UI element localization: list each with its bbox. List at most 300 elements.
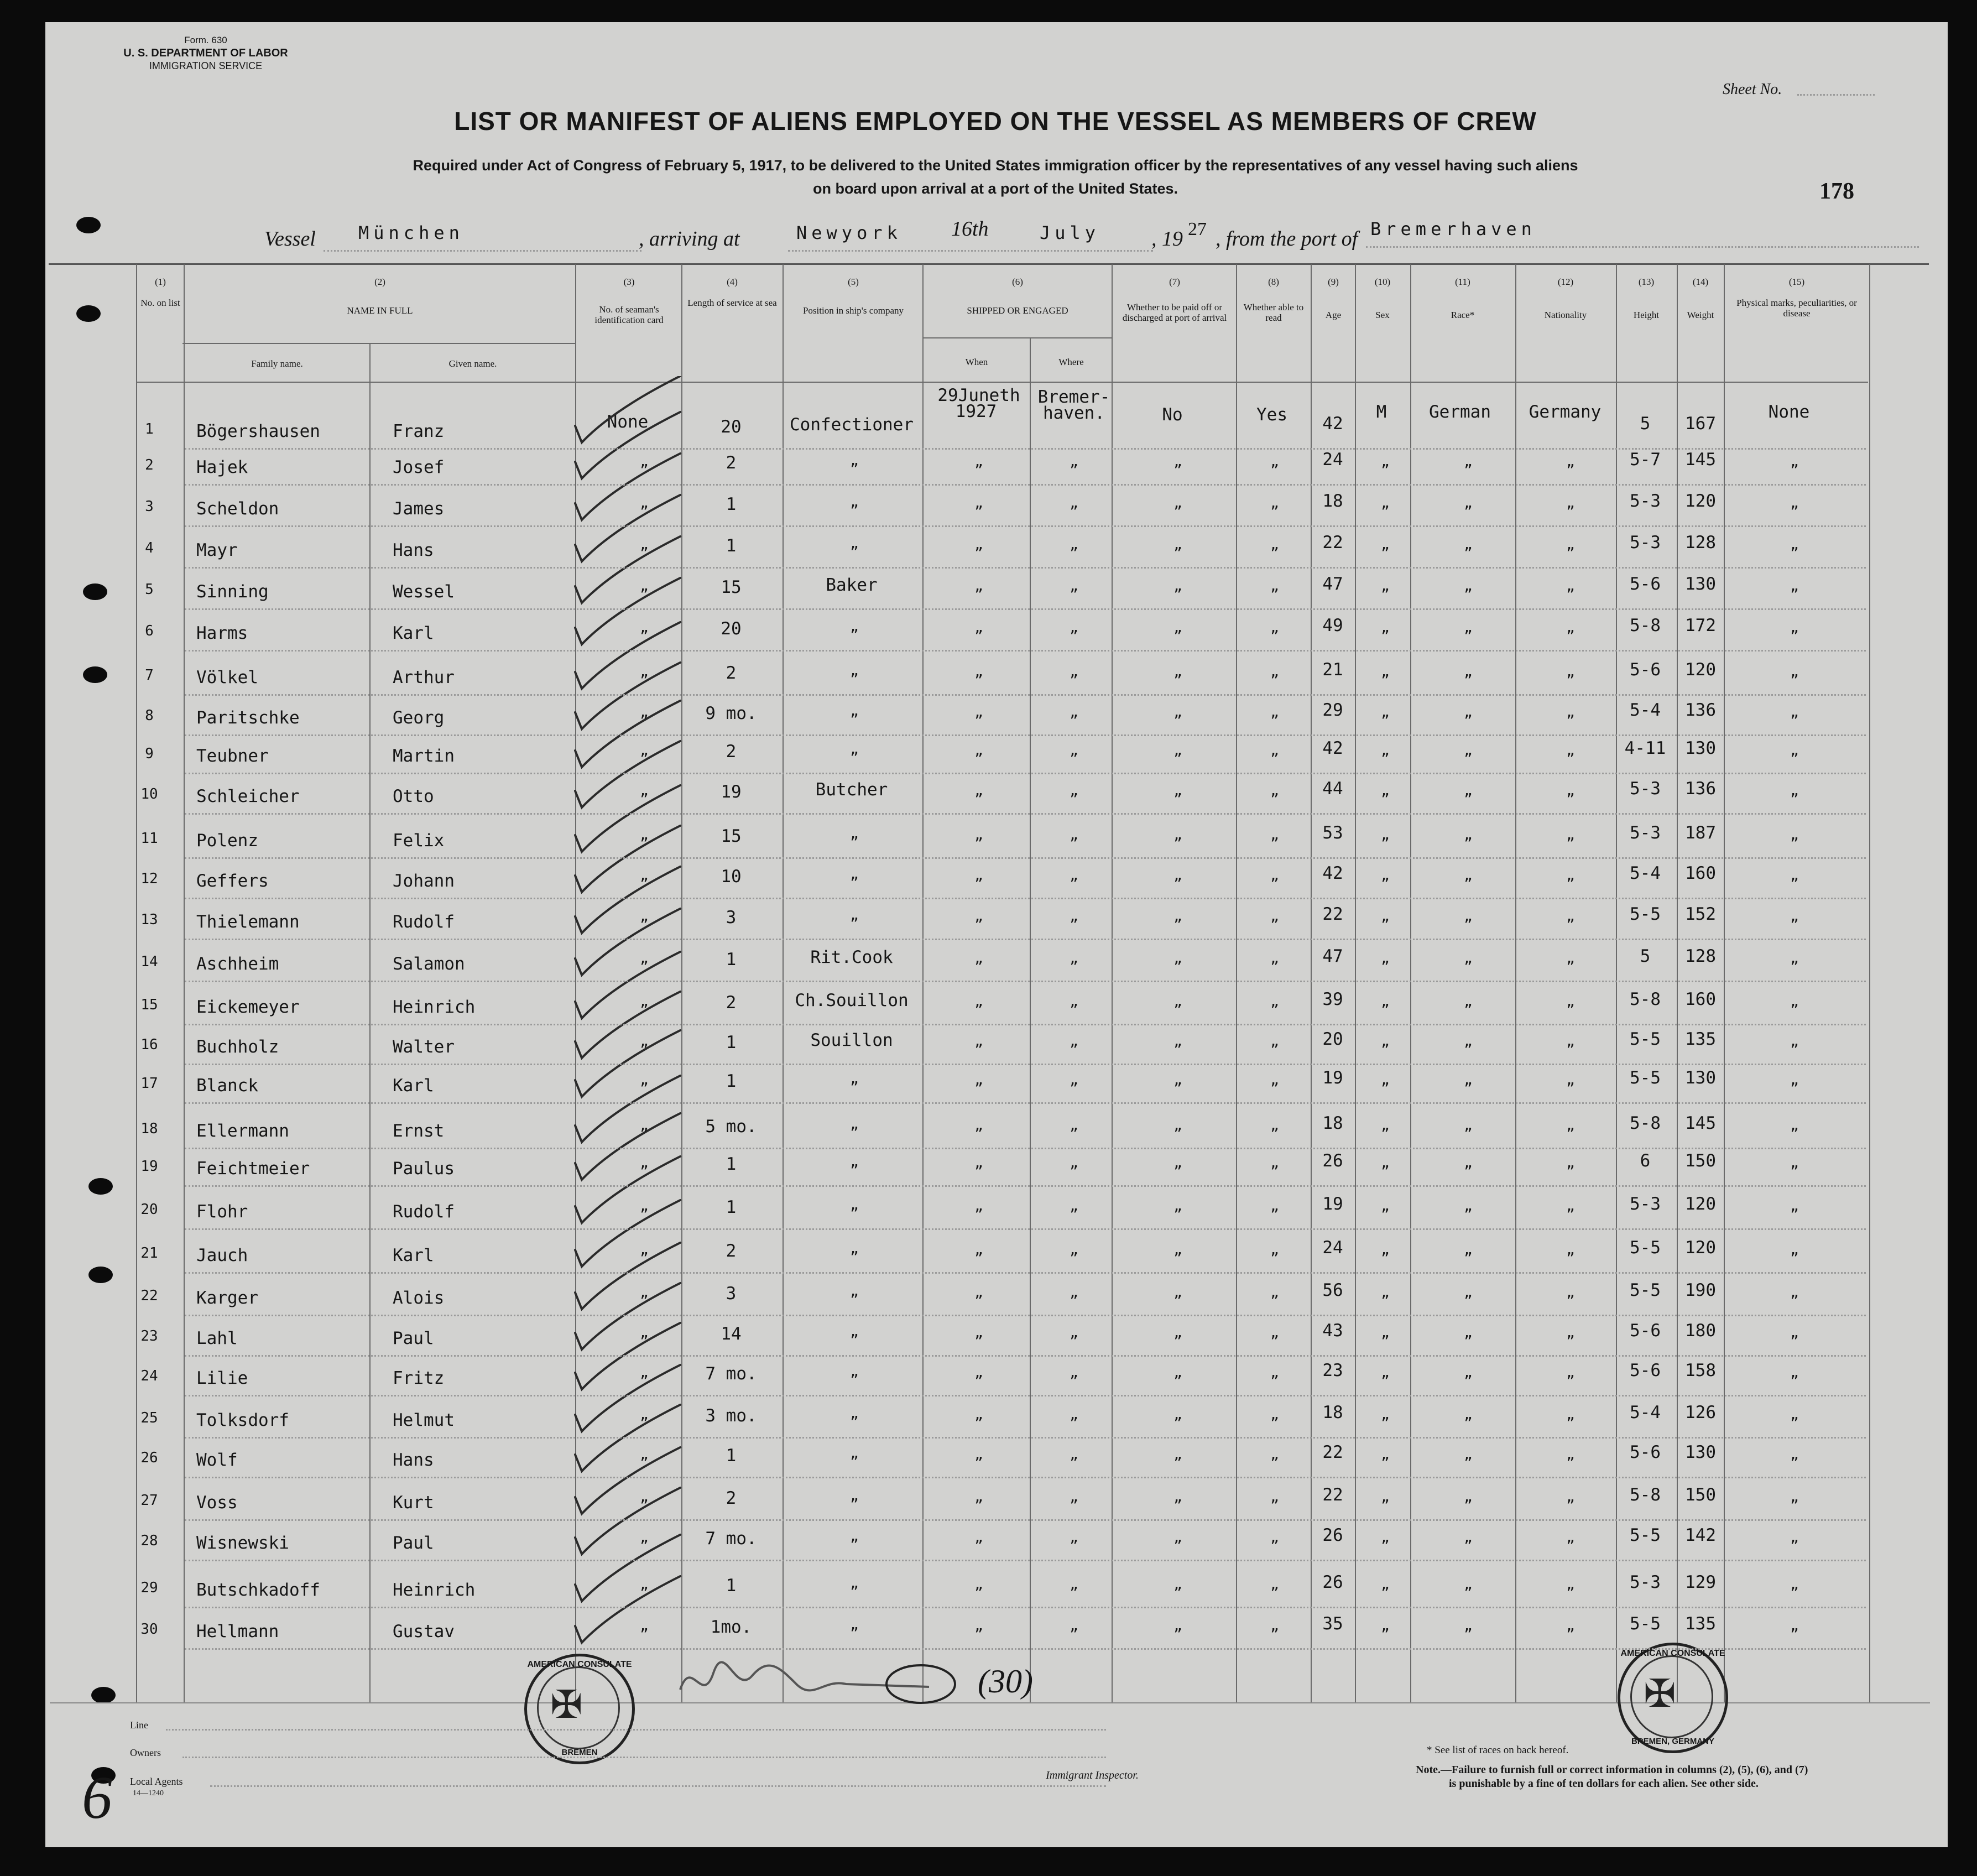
paid-off-ditto: „ [1173, 1446, 1182, 1463]
check-mark [575, 1200, 680, 1267]
race-ditto: „ [1464, 1576, 1473, 1593]
paid-off-ditto: „ [1173, 742, 1182, 759]
sex-ditto: „ [1381, 1576, 1390, 1593]
weight-value: 135 [1685, 1029, 1716, 1049]
age-value: 26 [1322, 1151, 1343, 1171]
age-value: 26 [1322, 1525, 1343, 1545]
col-number: (9) [1328, 277, 1339, 287]
card-ditto: „ [640, 867, 649, 884]
family-name: Lahl [196, 1328, 238, 1348]
col-divider [1410, 264, 1411, 1702]
from-port-label: , from the port of [1216, 227, 1358, 251]
age-value: 29 [1322, 700, 1343, 720]
read-ditto: „ [1270, 783, 1279, 799]
given-name: Hans [393, 1450, 434, 1470]
where-ditto: „ [1070, 742, 1078, 759]
race-ditto: „ [1464, 619, 1473, 636]
row-number: 29 [140, 1580, 158, 1596]
given-name: Salamon [393, 954, 465, 974]
row-rule [185, 448, 1866, 450]
position-value: Souillon [810, 1030, 893, 1050]
check-mark [575, 952, 680, 1018]
read-ditto: „ [1270, 1618, 1279, 1634]
check-mark [575, 1447, 680, 1514]
family-name: Tolksdorf [196, 1410, 289, 1430]
weight-value: 135 [1685, 1614, 1716, 1634]
family-name: Aschheim [196, 954, 279, 974]
check-mark [575, 376, 680, 442]
weight-value: 158 [1685, 1361, 1716, 1380]
marks-ditto: „ [1790, 664, 1799, 680]
name-subheader-line [182, 343, 575, 344]
col-number: (13) [1638, 277, 1655, 287]
sex-ditto: „ [1381, 783, 1390, 799]
form-number: Form. 630 [184, 35, 227, 45]
given-name: Franz [393, 421, 445, 441]
position-ditto: „ [850, 1405, 859, 1422]
card-ditto: „ [640, 1489, 649, 1505]
sheet-no-label: Sheet No. [1723, 81, 1782, 98]
when-ditto: „ [974, 993, 983, 1010]
race-ditto: „ [1464, 1033, 1473, 1050]
weight-value: 180 [1685, 1321, 1716, 1341]
col-number: (2) [374, 277, 385, 287]
read-ditto: „ [1270, 1117, 1279, 1134]
position-ditto: „ [850, 1575, 859, 1592]
col-divider [1355, 264, 1356, 1702]
service-length: 19 [721, 782, 742, 802]
read-ditto: „ [1270, 908, 1279, 925]
where-ditto: „ [1070, 578, 1078, 595]
marks-ditto: „ [1790, 1117, 1799, 1134]
where-ditto: „ [1070, 664, 1078, 680]
given-name: Ernst [393, 1121, 445, 1141]
age-value: 39 [1322, 989, 1343, 1009]
family-name: Bögershausen [196, 421, 320, 441]
row-rule [185, 857, 1866, 859]
read-ditto: „ [1270, 867, 1279, 884]
nationality-ditto: „ [1566, 578, 1575, 595]
paid-off-ditto: „ [1173, 495, 1182, 512]
row-rule [185, 1519, 1866, 1521]
when-ditto: „ [974, 454, 983, 470]
service-length: 7 mo. [705, 1364, 757, 1384]
when-ditto: „ [974, 1576, 983, 1593]
height-value: 5-6 [1630, 1442, 1661, 1462]
position-value: Butcher [815, 780, 888, 800]
check-mark [575, 536, 680, 603]
given-name: Johann [393, 871, 455, 891]
row-number: 5 [145, 581, 154, 598]
shipped-when-line2: 1927 [955, 402, 997, 421]
paid-off-ditto: „ [1173, 950, 1182, 967]
paid-off-ditto: „ [1173, 783, 1182, 799]
sex-ditto: „ [1381, 1406, 1390, 1423]
family-name: Eickemeyer [196, 997, 300, 1017]
race-ditto: „ [1464, 495, 1473, 512]
height-value: 5-4 [1630, 1403, 1661, 1422]
family-name: Wisnewski [196, 1533, 289, 1553]
marks-ditto: „ [1790, 993, 1799, 1010]
position-ditto: „ [850, 907, 859, 924]
paid-off-ditto: „ [1173, 1242, 1182, 1258]
col-divider [1030, 337, 1031, 1702]
height-value: 5-7 [1630, 450, 1661, 470]
marks-ditto: „ [1790, 742, 1799, 759]
read-ditto: „ [1270, 950, 1279, 967]
sex-ditto: „ [1381, 1284, 1390, 1301]
owners-field [182, 1757, 1106, 1758]
position-value: Confectioner [790, 415, 914, 435]
when-ditto: „ [974, 495, 983, 512]
col-header-shipped: SHIPPED OR ENGAGED [967, 305, 1068, 316]
card-ditto: „ [640, 1155, 649, 1171]
position-ditto: „ [850, 1283, 859, 1300]
family-name: Hellmann [196, 1622, 279, 1642]
when-ditto: „ [974, 1117, 983, 1134]
nationality-ditto: „ [1566, 1284, 1575, 1301]
service-length: 2 [726, 1488, 737, 1508]
row-number: 6 [145, 623, 154, 639]
punch-hole [83, 583, 107, 600]
weight-value: 152 [1685, 904, 1716, 924]
read-ditto: „ [1270, 1155, 1279, 1171]
weight-value: 172 [1685, 616, 1716, 635]
given-name: Hans [393, 540, 434, 560]
nationality-ditto: „ [1566, 1446, 1575, 1463]
subtitle-line-1: Required under Act of Congress of February 5, 1917, to be delivered to the United States immigration officer by the representatives of any vessel having such aliens [413, 157, 1578, 174]
row-number: 26 [140, 1450, 158, 1466]
position-ditto: „ [850, 1445, 859, 1462]
sex-value: M [1376, 402, 1387, 422]
marks-ditto: „ [1790, 908, 1799, 925]
height-value: 5-8 [1630, 989, 1661, 1009]
punch-hole [88, 1178, 113, 1195]
col-number: (10) [1374, 277, 1391, 287]
eagle-icon: ✠ [1644, 1672, 1676, 1715]
paid-off-ditto: „ [1173, 1406, 1182, 1423]
paid-off-ditto: „ [1173, 619, 1182, 636]
agents-label: Local Agents [130, 1776, 183, 1787]
race-ditto: „ [1464, 578, 1473, 595]
race-ditto: „ [1464, 1489, 1473, 1505]
service-length: 5 mo. [705, 1117, 757, 1137]
check-mark [575, 454, 680, 520]
height-value: 4-11 [1624, 738, 1666, 758]
age-value: 42 [1322, 863, 1343, 883]
service-length: 1 [726, 1197, 737, 1217]
row-rule [185, 1228, 1866, 1230]
col-header-when: When [965, 357, 988, 367]
height-value: 5-5 [1630, 904, 1661, 924]
read-ditto: „ [1270, 536, 1279, 553]
service-length: 15 [721, 826, 742, 846]
family-name: Feichtmeier [196, 1159, 310, 1179]
family-name: Teubner [196, 746, 269, 766]
when-ditto: „ [974, 619, 983, 636]
family-name: Buchholz [196, 1037, 279, 1057]
col-number: (11) [1455, 277, 1470, 287]
when-ditto: „ [974, 536, 983, 553]
nationality-ditto: „ [1566, 704, 1575, 721]
col-divider [1515, 264, 1516, 1702]
sex-ditto: „ [1381, 454, 1390, 470]
family-name: Voss [196, 1493, 238, 1513]
row-number: 28 [140, 1533, 158, 1549]
height-value: 5-5 [1630, 1525, 1661, 1545]
paid-off-ditto: „ [1173, 1072, 1182, 1088]
age-value: 42 [1322, 414, 1343, 434]
marks-ditto: „ [1790, 1284, 1799, 1301]
check-mark [575, 619, 680, 689]
row-rule [185, 813, 1866, 815]
given-name: Karl [393, 1246, 434, 1265]
height-value: 5 [1640, 946, 1651, 966]
read-ditto: „ [1270, 1325, 1279, 1341]
marks-ditto: „ [1790, 783, 1799, 799]
weight-value: 128 [1685, 533, 1716, 553]
age-value: 18 [1322, 1113, 1343, 1133]
weight-value: 130 [1685, 1442, 1716, 1462]
row-rule [185, 1272, 1866, 1274]
where-ditto: „ [1070, 867, 1078, 884]
given-name: Fritz [393, 1368, 445, 1388]
when-ditto: „ [974, 867, 983, 884]
service-length: 3 [726, 908, 737, 927]
race-ditto: „ [1464, 1242, 1473, 1258]
punch-hole [83, 666, 107, 683]
given-name: Heinrich [393, 1580, 476, 1600]
read-ditto: „ [1270, 1489, 1279, 1505]
given-name: Karl [393, 1076, 434, 1096]
where-ditto: „ [1070, 1406, 1078, 1423]
marks-ditto: „ [1790, 950, 1799, 967]
race-ditto: „ [1464, 704, 1473, 721]
card-ditto: „ [640, 783, 649, 799]
marks-ditto: „ [1790, 1242, 1799, 1258]
marks-ditto: „ [1790, 578, 1799, 595]
shipped-where-line1: Bremer- [1037, 387, 1110, 407]
row-rule [185, 1648, 1866, 1650]
service-length: 10 [721, 867, 742, 887]
row-rule [185, 1560, 1866, 1561]
read-ditto: „ [1270, 454, 1279, 470]
weight-value: 120 [1685, 660, 1716, 680]
read-ditto: „ [1270, 1529, 1279, 1546]
marks-ditto: „ [1790, 867, 1799, 884]
departure-port: Bremerhaven [1370, 218, 1536, 239]
col-header-given: Given name. [448, 358, 497, 369]
nationality-ditto: „ [1566, 1325, 1575, 1341]
read-ditto: „ [1270, 1072, 1279, 1088]
where-ditto: „ [1070, 1155, 1078, 1171]
nationality-ditto: „ [1566, 908, 1575, 925]
arrival-day: 16th [951, 217, 989, 241]
weight-value: 136 [1685, 700, 1716, 720]
nationality-ditto: „ [1566, 1489, 1575, 1505]
position-ditto: „ [850, 1488, 859, 1504]
marks-ditto: „ [1790, 704, 1799, 721]
nationality-ditto: „ [1566, 950, 1575, 967]
card-ditto: „ [640, 704, 649, 721]
family-name: Polenz [196, 831, 258, 851]
position-ditto: „ [850, 1154, 859, 1170]
col-number: (5) [848, 277, 859, 287]
paid-off-ditto: „ [1173, 536, 1182, 553]
agents-field [210, 1785, 1106, 1787]
check-marks [570, 376, 702, 1703]
card-ditto: „ [640, 1284, 649, 1301]
row-number: 18 [140, 1121, 158, 1137]
given-name: Karl [393, 623, 434, 643]
race-ditto: „ [1464, 742, 1473, 759]
paid-off-ditto: „ [1173, 1529, 1182, 1546]
position-ditto: „ [850, 535, 859, 552]
sex-ditto: „ [1381, 742, 1390, 759]
paid-off-ditto: „ [1173, 1364, 1182, 1381]
where-ditto: „ [1070, 1576, 1078, 1593]
arriving-label: , arriving at [639, 227, 740, 251]
service-length: 20 [721, 619, 742, 639]
read-ditto: „ [1270, 827, 1279, 843]
row-number: 7 [145, 667, 154, 684]
row-number: 3 [145, 498, 154, 515]
position-ditto: „ [850, 741, 859, 758]
sex-ditto: „ [1381, 908, 1390, 925]
weight-value: 120 [1685, 1238, 1716, 1258]
check-mark [575, 1076, 680, 1142]
card-ditto: „ [640, 1072, 649, 1088]
sex-ditto: „ [1381, 1489, 1390, 1505]
vessel-label: Vessel [264, 227, 316, 251]
punch-hole [76, 305, 101, 322]
height-value: 5-5 [1630, 1280, 1661, 1300]
when-ditto: „ [974, 1198, 983, 1215]
sex-ditto: „ [1381, 1117, 1390, 1134]
check-mark [575, 909, 680, 975]
race-ditto: „ [1464, 1618, 1473, 1634]
age-value: 18 [1322, 491, 1343, 511]
sex-ditto: „ [1381, 536, 1390, 553]
col-header-service: Length of service at sea [687, 297, 777, 308]
where-ditto: „ [1070, 1198, 1078, 1215]
weight-value: 130 [1685, 738, 1716, 758]
marks-ditto: „ [1790, 495, 1799, 512]
sex-ditto: „ [1381, 1242, 1390, 1258]
service-length: 2 [726, 453, 737, 473]
punch-hole [91, 1687, 116, 1703]
when-ditto: „ [974, 1406, 983, 1423]
card-ditto: „ [640, 908, 649, 925]
service-length: 1 [726, 1446, 737, 1466]
service-length: 20 [721, 417, 742, 437]
check-mark [575, 1365, 680, 1431]
where-ditto: „ [1070, 1529, 1078, 1546]
col-number: (3) [623, 277, 635, 287]
race-ditto: „ [1464, 1364, 1473, 1381]
col-header-age: Age [1325, 309, 1342, 320]
position-ditto: „ [850, 703, 859, 720]
sex-ditto: „ [1381, 1364, 1390, 1381]
position-ditto: „ [850, 1617, 859, 1633]
nationality-ditto: „ [1566, 1072, 1575, 1088]
family-name: Völkel [196, 668, 258, 687]
marks-value: None [1768, 402, 1810, 422]
sex-ditto: „ [1381, 619, 1390, 636]
sex-ditto: „ [1381, 950, 1390, 967]
given-name: Walter [393, 1037, 455, 1057]
col-divider [1311, 264, 1312, 1702]
col-divider [136, 264, 137, 1702]
height-value: 5-3 [1630, 823, 1661, 843]
row-number: 13 [140, 911, 158, 928]
marks-ditto: „ [1790, 1364, 1799, 1381]
col-number: (14) [1692, 277, 1709, 287]
when-ditto: „ [974, 1242, 983, 1258]
family-name: Hajek [196, 457, 248, 477]
position-ditto: „ [850, 826, 859, 842]
age-value: 20 [1322, 1029, 1343, 1049]
row-number: 8 [145, 707, 154, 724]
check-mark [575, 1243, 680, 1309]
row-rule [185, 1477, 1866, 1478]
weight-value: 130 [1685, 1068, 1716, 1088]
card-ditto: „ [640, 1618, 649, 1634]
row-number: 21 [140, 1245, 158, 1262]
weight-value: 145 [1685, 1113, 1716, 1133]
sex-ditto: „ [1381, 867, 1390, 884]
form-code: 14—1240 [133, 1789, 164, 1797]
marks-ditto: „ [1790, 454, 1799, 470]
nationality-ditto: „ [1566, 495, 1575, 512]
when-ditto: „ [974, 704, 983, 721]
marks-ditto: „ [1790, 1406, 1799, 1423]
punch-hole [76, 217, 101, 233]
read-ditto: „ [1270, 1242, 1279, 1258]
age-value: 47 [1322, 946, 1343, 966]
race-ditto: „ [1464, 664, 1473, 680]
age-value: 22 [1322, 904, 1343, 924]
weight-value: 120 [1685, 491, 1716, 511]
table-top-border [49, 263, 1929, 265]
given-name: Paul [393, 1328, 434, 1348]
inspector-label: Immigrant Inspector. [1046, 1769, 1139, 1781]
when-ditto: „ [974, 1284, 983, 1301]
check-mark [575, 701, 680, 767]
card-ditto: „ [640, 454, 649, 470]
when-ditto: „ [974, 1618, 983, 1634]
position-ditto: „ [850, 1528, 859, 1545]
service-length: 3 [726, 1284, 737, 1304]
check-mark [575, 1488, 680, 1554]
given-name: Arthur [393, 668, 455, 687]
col-header-weight: Weight [1687, 309, 1714, 320]
penalty-note-2: is punishable by a fine of ten dollars for each alien. See other side. [1449, 1778, 1759, 1790]
marks-ditto: „ [1790, 1618, 1799, 1634]
row-rule [185, 981, 1866, 982]
service-length: 1 [726, 1033, 737, 1052]
where-ditto: „ [1070, 950, 1078, 967]
row-number: 9 [145, 746, 154, 762]
sex-ditto: „ [1381, 1155, 1390, 1171]
marks-ditto: „ [1790, 1033, 1799, 1050]
when-ditto: „ [974, 1446, 983, 1463]
paid-off-ditto: „ [1173, 1618, 1182, 1634]
col-number: (12) [1557, 277, 1574, 287]
weight-value: 128 [1685, 946, 1716, 966]
paid-off-ditto: „ [1173, 1117, 1182, 1134]
col-header-card: No. of seaman's identification card [594, 304, 664, 326]
